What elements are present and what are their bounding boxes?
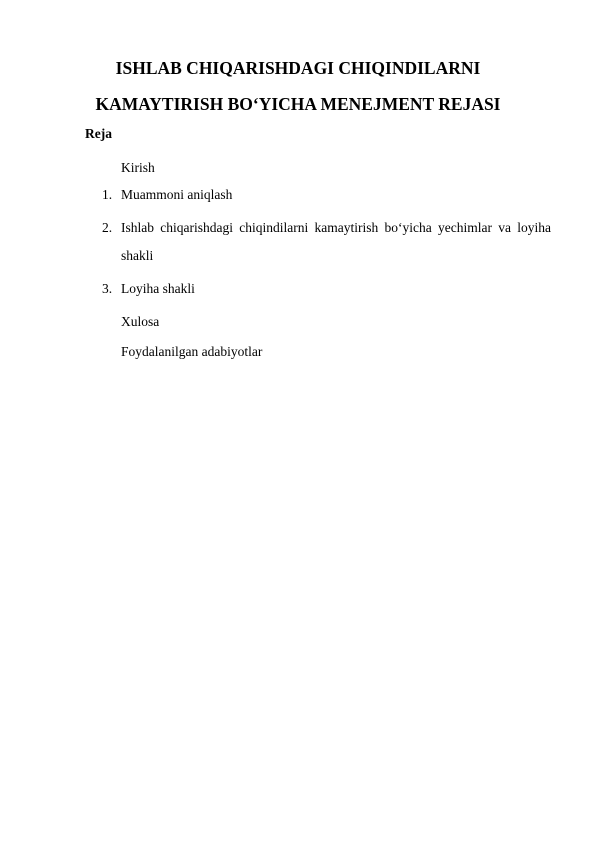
- plan-item-2-number: 2.: [102, 220, 113, 235]
- plan-item-1-number: 1.: [102, 187, 113, 202]
- plan-conclusion: Xulosa: [121, 314, 160, 329]
- document-title-line-1: ISHLAB CHIQARISHDAGI CHIQINDILARNI: [115, 58, 481, 78]
- plan-item-3-text: Loyiha shakli: [121, 281, 195, 296]
- plan-heading: Reja: [85, 126, 112, 141]
- plan-item-2-text-line-1: Ishlab chiqarishdagi chiqindilarni kamaytirish bo‘yicha yechimlar va loyiha: [121, 220, 551, 235]
- plan-item-1-text: Muammoni aniqlash: [121, 187, 233, 202]
- plan-intro: Kirish: [121, 160, 155, 175]
- plan-references: Foydalanilgan adabiyotlar: [121, 344, 263, 359]
- plan-item-3-number: 3.: [102, 281, 113, 296]
- document-title-line-2: KAMAYTIRISH BO‘YICHA MENEJMENT REJASI: [95, 94, 501, 114]
- plan-item-2-text-line-2: shakli: [121, 248, 154, 263]
